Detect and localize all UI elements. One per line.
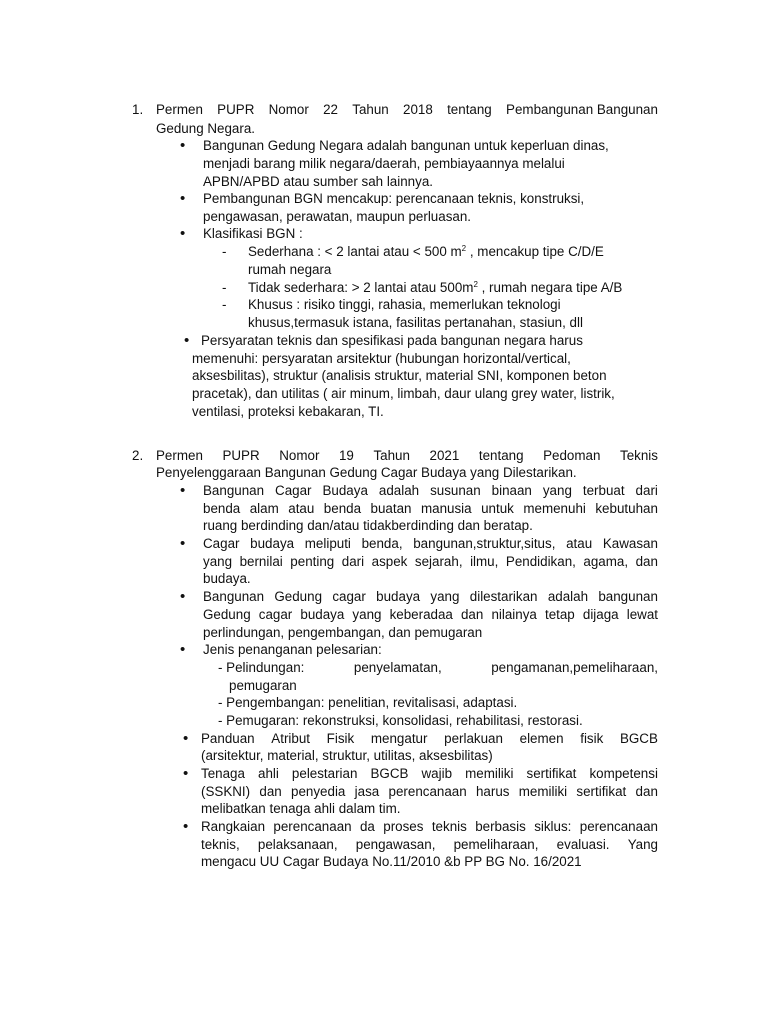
bullet: • bbox=[183, 730, 189, 747]
word: Pembangunan Bangunan bbox=[506, 102, 658, 117]
word: keberadaa bbox=[389, 607, 453, 622]
word: 19 bbox=[338, 448, 354, 463]
word: memenuhi bbox=[523, 501, 586, 516]
bullet-text-line: pracetak), dan utilitas ( air minum, limbah, daur ulang grey water, listrik, bbox=[192, 386, 615, 401]
word: penyedia bbox=[291, 784, 346, 799]
word: PUPR bbox=[222, 448, 260, 463]
word: yang bbox=[203, 554, 233, 569]
word: 22 bbox=[323, 102, 338, 117]
word: cagar bbox=[332, 589, 366, 604]
word: pelaksanaan, bbox=[257, 837, 338, 852]
bullet-text-line bbox=[201, 730, 658, 748]
word: perencanaan bbox=[579, 819, 658, 834]
dash-marker: - bbox=[222, 280, 227, 295]
bullet-text-line: Pembangunan BGN mencakup: perencanaan teknis, konstruksi, bbox=[203, 191, 585, 206]
word: BGCB bbox=[370, 766, 409, 781]
word: 2018 bbox=[403, 102, 433, 117]
word: kompetensi bbox=[589, 766, 658, 781]
word: yang bbox=[542, 483, 572, 498]
word: ilmu, bbox=[470, 554, 499, 569]
bullet-text-line: mengacu UU Cagar Budaya No.11/2010 &b PP BG No. 16/2021 bbox=[201, 854, 582, 869]
bullet-text-line bbox=[201, 783, 658, 801]
word: sertifikat bbox=[576, 784, 627, 799]
bullet-text-line: ventilasi, proteksi kebakaran, TI. bbox=[192, 404, 384, 419]
bullet: • bbox=[180, 482, 186, 499]
word: perencanaan bbox=[388, 784, 467, 799]
word: budaya bbox=[250, 536, 295, 551]
word: pelestarian bbox=[291, 766, 358, 781]
dash-text-line: rumah negara bbox=[248, 262, 332, 277]
word: tetap bbox=[544, 607, 575, 622]
word: benda bbox=[203, 501, 241, 516]
word: Tenaga bbox=[201, 766, 245, 781]
word: adalah bbox=[547, 589, 589, 604]
bullet-text-line: Klasifikasi BGN : bbox=[203, 226, 303, 241]
word: fisik bbox=[580, 731, 604, 746]
word: Pendidikan, bbox=[505, 554, 576, 569]
word: memiliki bbox=[518, 784, 568, 799]
word: manusia bbox=[420, 501, 472, 516]
bullet: • bbox=[183, 818, 189, 835]
word: Bangunan bbox=[203, 483, 265, 498]
word: Kawasan bbox=[602, 536, 658, 551]
section-title-line bbox=[156, 101, 658, 119]
bullet-text-line: memenuhi: persyaratan arsitektur (hubungan horizontal/vertical, bbox=[192, 351, 571, 366]
bullet-text-line: Bangunan Gedung Negara adalah bangunan untuk keperluan dinas, bbox=[203, 138, 609, 153]
word: pengawasan, bbox=[355, 837, 436, 852]
word: Gedung bbox=[274, 589, 323, 604]
list-number: 2. bbox=[132, 448, 144, 463]
word: alam bbox=[249, 501, 279, 516]
word: (SSKNI) bbox=[201, 784, 251, 799]
bullet-text-line bbox=[201, 836, 658, 854]
word: Cagar bbox=[275, 483, 312, 498]
section-title-line: Gedung Negara. bbox=[156, 121, 256, 136]
bullet-text-line: menjadi barang milik negara/daerah, pembiayaannya melalui bbox=[203, 156, 565, 171]
word: BGCB bbox=[619, 731, 658, 746]
word: PUPR bbox=[217, 102, 255, 117]
bullet: • bbox=[184, 332, 190, 349]
word: atau bbox=[288, 501, 315, 516]
bullet-text-line: aksesbilitas), struktur (analisis struktur, material SNI, komponen beton bbox=[192, 368, 607, 383]
word: Tahun bbox=[373, 448, 410, 463]
bullet-text-line: Persyaratan teknis dan spesifikasi pada bangunan negara harus bbox=[201, 333, 583, 348]
word: Nomor bbox=[279, 448, 320, 463]
word: bangunan,struktur,situs, bbox=[413, 536, 556, 551]
word: susunan bbox=[430, 483, 481, 498]
word: kebutuhan bbox=[595, 501, 658, 516]
word: berbasis bbox=[475, 819, 526, 834]
word: sertifikat bbox=[526, 766, 577, 781]
word: Permen bbox=[156, 102, 203, 117]
word: harus bbox=[475, 784, 510, 799]
word: da bbox=[359, 819, 375, 834]
word: 2021 bbox=[429, 448, 460, 463]
word: siklus: bbox=[534, 819, 572, 834]
word: teknis, bbox=[201, 837, 240, 852]
word: meliputi bbox=[304, 536, 351, 551]
bullet: • bbox=[180, 535, 186, 552]
bullet-text-line: perlindungan, pengembangan, dan pemugaran bbox=[203, 625, 483, 640]
word: benda bbox=[323, 501, 362, 516]
word: lewat bbox=[626, 607, 658, 622]
word: Rangkaian bbox=[201, 819, 266, 834]
word: dilestarikan bbox=[469, 589, 538, 604]
section-title-line: Penyelenggaraan Bangunan Gedung Cagar Budaya yang Dilestarikan. bbox=[156, 465, 577, 480]
word: benda, bbox=[361, 536, 403, 551]
word: jasa bbox=[354, 784, 380, 799]
bullet-text-line bbox=[203, 500, 658, 518]
word: dari bbox=[341, 554, 365, 569]
word: evaluasi. bbox=[556, 837, 610, 852]
bullet-text-line: melibatkan tenaga ahli dalam tim. bbox=[201, 801, 401, 816]
word: binaan bbox=[491, 483, 532, 498]
bullet-text-line bbox=[203, 588, 658, 606]
word: Yang bbox=[627, 837, 658, 852]
bullet: • bbox=[183, 765, 189, 782]
word: Gedung bbox=[203, 607, 251, 622]
bullet: • bbox=[180, 641, 186, 658]
word: Cagar bbox=[203, 536, 240, 551]
bullet-text-line bbox=[203, 482, 658, 500]
word: dan bbox=[635, 784, 658, 799]
word: dan bbox=[635, 554, 658, 569]
bullet-text-line: (arsitektur, material, struktur, utilitas, aksesbilitas) bbox=[201, 748, 493, 763]
word: budaya bbox=[376, 589, 421, 604]
bullet-text-line: ruang berdinding dan/atau tidakberdinding dan beratap. bbox=[203, 518, 533, 533]
bullet-text-line bbox=[201, 818, 658, 836]
word: pemeliharaan, bbox=[453, 837, 539, 852]
word: dari bbox=[635, 483, 658, 498]
bullet-text-line: budaya. bbox=[203, 571, 251, 586]
dash-text-line: Tidak sederhara: > 2 lantai atau $500m^2$ , rumah negara tipe A/B bbox=[248, 280, 623, 295]
word: budaya bbox=[300, 607, 345, 622]
word: terbuat bbox=[582, 483, 625, 498]
bullet-text-line: APBN/APBD atau sumber sah lainnya. bbox=[203, 174, 433, 189]
bullet-text-line: Jenis penanganan pelesarian: bbox=[203, 642, 382, 657]
word: dan bbox=[460, 607, 484, 622]
word: teknis bbox=[431, 819, 467, 834]
word: cagar bbox=[258, 607, 293, 622]
word: perencanaan bbox=[273, 819, 352, 834]
word: Budaya bbox=[322, 483, 368, 498]
word: proses bbox=[383, 819, 424, 834]
sub-item-line: - Pengembangan: penelitian, revitalisasi, adaptasi. bbox=[218, 695, 518, 710]
word: dan bbox=[259, 784, 282, 799]
sub-item-line: pemugaran bbox=[229, 678, 297, 693]
word: yang bbox=[430, 589, 460, 604]
word: Panduan bbox=[201, 731, 255, 746]
word: Tahun bbox=[352, 102, 389, 117]
dash-text-line: khusus,termasuk istana, fasilitas pertanahan, stasiun, dll bbox=[248, 315, 583, 330]
word: yang bbox=[352, 607, 382, 622]
word: wajib bbox=[421, 766, 453, 781]
word: buatan bbox=[370, 501, 412, 516]
word: adalah bbox=[378, 483, 420, 498]
word: mengatur bbox=[370, 731, 428, 746]
word: dijaga bbox=[582, 607, 619, 622]
bullet: • bbox=[180, 588, 186, 605]
bullet-text-line bbox=[203, 606, 658, 624]
word: Nomor bbox=[268, 102, 309, 117]
word: memiliki bbox=[465, 766, 514, 781]
section-title-line bbox=[156, 447, 658, 465]
word: Permen bbox=[156, 448, 203, 463]
bullet-text-line bbox=[203, 535, 658, 553]
word: Bangunan bbox=[203, 589, 265, 604]
word: penting bbox=[290, 554, 335, 569]
bullet: • bbox=[180, 225, 186, 242]
sub-item-line: - Pelindungan: penyelamatan, pengamanan,pemeliharaan, bbox=[218, 660, 658, 675]
word: untuk bbox=[481, 501, 514, 516]
word: Teknis bbox=[620, 448, 658, 463]
word: tentang bbox=[478, 448, 524, 463]
word: Pedoman bbox=[543, 448, 601, 463]
word: perlakuan bbox=[444, 731, 503, 746]
bullet: • bbox=[180, 137, 186, 154]
word: bernilai bbox=[239, 554, 283, 569]
list-number: 1. bbox=[132, 102, 144, 117]
word: Fisik bbox=[326, 731, 355, 746]
word: tentang bbox=[447, 102, 492, 117]
dash-text-line: Khusus : risiko tinggi, rahasia, memerlukan teknologi bbox=[248, 297, 561, 312]
word: atau bbox=[566, 536, 593, 551]
word: aspek bbox=[371, 554, 408, 569]
word: nilainya bbox=[491, 607, 537, 622]
dash-text-line: Sederhana : < 2 lantai atau < 500 $m^2$ , mencakup tipe C/D/E bbox=[248, 244, 604, 259]
bullet-text-line: pengawasan, perawatan, maupun perluasan. bbox=[203, 209, 472, 224]
word: bangunan bbox=[598, 589, 658, 604]
sub-item-line: - Pemugaran: rekonstruksi, konsolidasi, rehabilitasi, restorasi. bbox=[218, 713, 583, 728]
bullet-text-line bbox=[201, 765, 658, 783]
word: Atribut bbox=[271, 731, 310, 746]
dash-marker: - bbox=[222, 297, 227, 312]
word: agama, bbox=[583, 554, 629, 569]
bullet: • bbox=[180, 190, 186, 207]
word: elemen bbox=[519, 731, 564, 746]
dash-marker: - bbox=[222, 244, 227, 259]
bullet-text-line bbox=[203, 553, 658, 571]
word: sejarah, bbox=[414, 554, 463, 569]
word: ahli bbox=[258, 766, 279, 781]
